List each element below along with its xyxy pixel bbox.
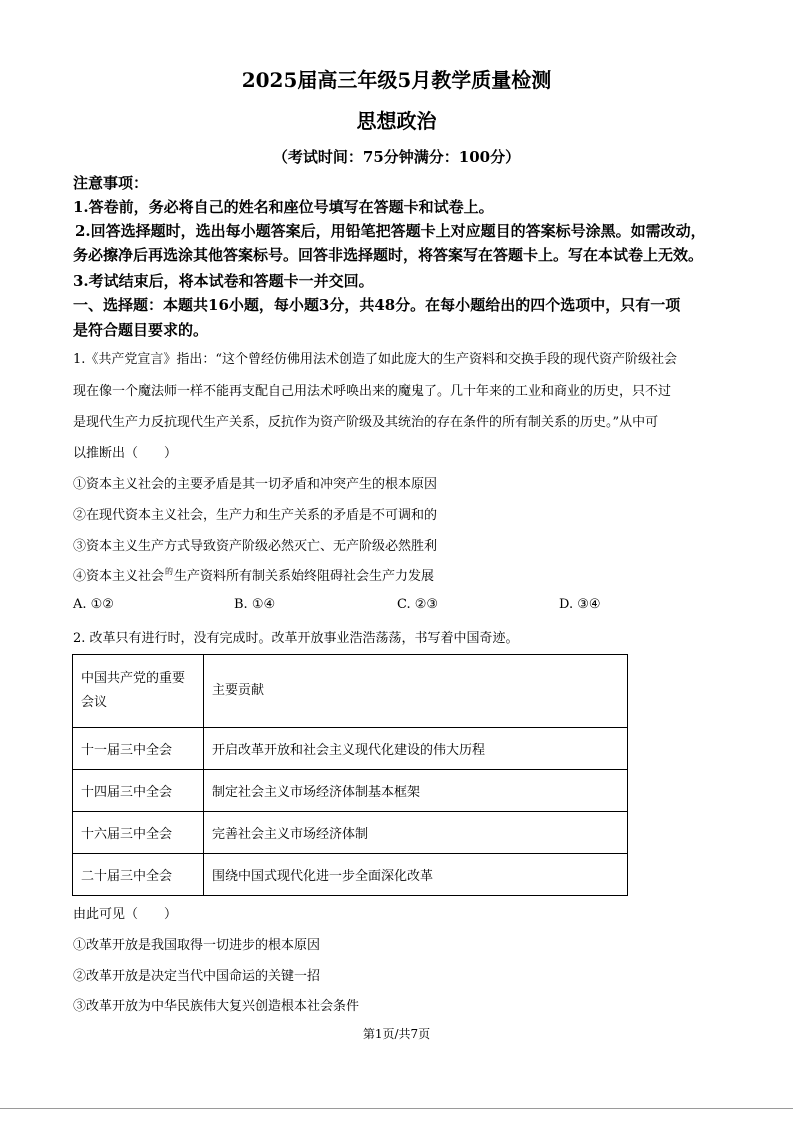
- q1-option-c: C. ②③: [397, 597, 439, 612]
- q1-statement: ②在现代资本主义社会，生产力和生产关系的矛盾是不可调和的: [73, 508, 438, 523]
- q1-stem-line: 现在像一个魔法师一样不能再支配自己用法术呼唤出来的魔鬼了。几十年来的工业和商业的历史，只不过: [73, 384, 672, 399]
- q1-stem-line: 1.《共产党宣言》指出：“这个曾经仿佛用法术创造了如此庞大的生产资料和交换手段的现代资产阶级社会: [73, 352, 678, 367]
- table-header-meeting: [73, 655, 204, 728]
- table-cell-contribution: 制定社会主义市场经济体制基本框架: [204, 770, 628, 812]
- q1-option-d: D. ③④: [559, 597, 601, 612]
- q1-statement-part: ④资本主义社会: [73, 569, 165, 584]
- exam-info: （考试时间：75分钟满分：100分）: [272, 148, 521, 166]
- table-row: [73, 812, 628, 854]
- notice-item: 2.回答选择题时，选出每小题答案后，用铅笔把答题卡上对应题目的答案标号涂黑。如需改动，: [75, 222, 706, 240]
- notice-heading: 注意事项：: [73, 174, 149, 192]
- table-cell-meeting: 十一届三中全会: [73, 728, 204, 770]
- q1-statement-part: 生产资料所有制关系始终阻碍社会生产力发展: [174, 569, 435, 584]
- q2-question: 由此可见（ ）: [73, 907, 178, 922]
- q1-statement: ③资本主义生产方式导致资产阶级必然灭亡、无产阶级必然胜利: [73, 539, 438, 554]
- bottom-rule: [0, 1108, 793, 1109]
- table-cell-meeting: 十四届三中全会: [73, 770, 204, 812]
- notice-item: 1.答卷前，务必将自己的姓名和座位号填写在答题卡和试卷上。: [73, 198, 494, 216]
- notice-item: 务必擦净后再选涂其他答案标号。回答非选择题时，将答案写在答题卡上。写在本试卷上无效。: [73, 246, 704, 264]
- table-row: [73, 854, 628, 896]
- q2-intro: 2. 改革只有进行时，没有完成时。改革开放事业浩浩荡荡，书写着中国奇迹。: [73, 631, 519, 646]
- table-cell-contribution: 开启改革开放和社会主义现代化建设的伟大历程: [204, 728, 628, 770]
- q1-statement: [73, 565, 434, 584]
- notice-item: 3.考试结束后，将本试卷和答题卡一并交回。: [73, 272, 374, 290]
- page-number: 第1页/共7页: [362, 1027, 431, 1041]
- q1-stem-line: 以推断出（ ）: [73, 446, 178, 461]
- q1-stem-line: 是现代生产力反抗现代生产关系，反抗作为资产阶级及其统治的存在条件的所有制关系的历史。”从中可: [73, 415, 659, 430]
- table-header-contribution: 主要贡献: [204, 655, 628, 728]
- q1-option-b: B. ①④: [234, 597, 276, 612]
- q2-statement: ②改革开放是决定当代中国命运的关键一招: [73, 969, 321, 984]
- section-heading: 一、选择题：本题共16小题，每小题3分，共48分。在每小题给出的四个选项中，只有一项: [73, 296, 681, 314]
- q2-statement: ③改革开放为中华民族伟大复兴创造根本社会条件: [73, 999, 360, 1014]
- table-cell-meeting: 二十届三中全会: [73, 854, 204, 896]
- exam-title: 2025届高三年级5月教学质量检测: [241, 68, 552, 92]
- header-meeting-line: 会议: [81, 695, 108, 710]
- q1-statement: ①资本主义社会的主要矛盾是其一切矛盾和冲突产生的根本原因: [73, 477, 438, 492]
- table-cell-contribution: 完善社会主义市场经济体制: [204, 812, 628, 854]
- table-row: [73, 770, 628, 812]
- meeting-table: [72, 654, 628, 896]
- q2-statement: ①改革开放是我国取得一切进步的根本原因: [73, 938, 321, 953]
- table-header-row: [73, 655, 628, 728]
- table-cell-meeting: 十六届三中全会: [73, 812, 204, 854]
- q1-option-a: A. ①②: [73, 597, 114, 612]
- section-heading-cont: 是符合题目要求的。: [73, 321, 209, 339]
- header-meeting-line: 中国共产党的重要: [81, 671, 186, 686]
- subject-title: 思想政治: [356, 109, 437, 133]
- table-cell-contribution: 围绕中国式现代化进一步全面深化改革: [204, 854, 628, 896]
- q1-blob-mark: 的: [165, 567, 174, 576]
- table-row: [73, 728, 628, 770]
